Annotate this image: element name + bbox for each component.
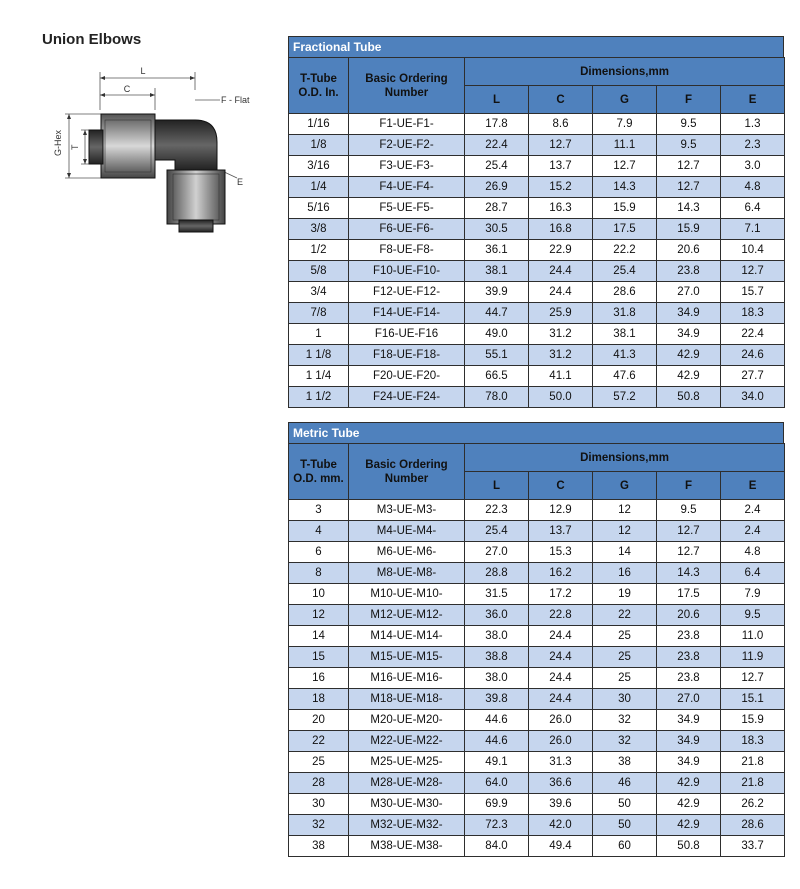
table-cell: 14.3 (657, 563, 721, 584)
table-cell: 42.9 (657, 815, 721, 836)
diagram-label-f: F - Flat (221, 95, 250, 105)
col-header-g: G (593, 86, 657, 114)
table-cell: 22 (289, 731, 349, 752)
table-cell: 38.0 (465, 668, 529, 689)
table-cell: 24.6 (721, 345, 785, 366)
table-cell: 7.9 (593, 114, 657, 135)
table-cell: 66.5 (465, 366, 529, 387)
table-cell: 11.0 (721, 626, 785, 647)
table-cell: 22.4 (465, 135, 529, 156)
table-cell: F12-UE-F12- (349, 282, 465, 303)
table-cell: 26.2 (721, 794, 785, 815)
table-cell: 15.2 (529, 177, 593, 198)
table-cell: F3-UE-F3- (349, 156, 465, 177)
table-cell: 38 (289, 836, 349, 857)
table-cell: 15.9 (657, 219, 721, 240)
table-cell: 13.7 (529, 521, 593, 542)
table-cell: 23.8 (657, 647, 721, 668)
table-cell: 12.7 (721, 668, 785, 689)
table-cell: 7.1 (721, 219, 785, 240)
table-cell: 38.1 (593, 324, 657, 345)
table-cell: 1 1/8 (289, 345, 349, 366)
table-cell: 34.9 (657, 324, 721, 345)
table-cell: 27.7 (721, 366, 785, 387)
table-cell: 50.0 (529, 387, 593, 408)
table-cell: 26.0 (529, 731, 593, 752)
diagram-label-t: T (70, 144, 80, 150)
table-cell: 21.8 (721, 773, 785, 794)
col-header-tube-od: T-Tube O.D. mm. (289, 444, 349, 500)
table-cell: 14.3 (593, 177, 657, 198)
table-cell: M25-UE-M25- (349, 752, 465, 773)
table-cell: 11.1 (593, 135, 657, 156)
table-cell: 25 (289, 752, 349, 773)
table-cell: 12 (593, 500, 657, 521)
table-row (289, 366, 785, 387)
table-cell: 15.7 (721, 282, 785, 303)
table-cell: 12.7 (657, 156, 721, 177)
table-cell: F24-UE-F24- (349, 387, 465, 408)
table-cell: F1-UE-F1- (349, 114, 465, 135)
table-row (289, 156, 785, 177)
table-cell: 4 (289, 521, 349, 542)
table-cell: 16.3 (529, 198, 593, 219)
table-cell: 13.7 (529, 156, 593, 177)
table-cell: 5/8 (289, 261, 349, 282)
table-row (289, 177, 785, 198)
table-cell: M20-UE-M20- (349, 710, 465, 731)
table-row (289, 198, 785, 219)
table-cell: M32-UE-M32- (349, 815, 465, 836)
table-cell: 22.4 (721, 324, 785, 345)
table-cell: 6.4 (721, 198, 785, 219)
table-cell: 27.0 (465, 542, 529, 563)
table-cell: 9.5 (657, 135, 721, 156)
metric-tube-caption: Metric Tube (288, 422, 784, 443)
table-cell: 38 (593, 752, 657, 773)
table-cell: 60 (593, 836, 657, 857)
table-cell: 24.4 (529, 689, 593, 710)
table-row (289, 647, 785, 668)
col-header-dimensions: Dimensions,mm (465, 444, 785, 472)
table-cell: 4.8 (721, 542, 785, 563)
table-cell: 22.9 (529, 240, 593, 261)
table-cell: 31.2 (529, 324, 593, 345)
col-header-e: E (721, 86, 785, 114)
table-row (289, 521, 785, 542)
table-row (289, 710, 785, 731)
table-cell: 8.6 (529, 114, 593, 135)
table-cell: 17.8 (465, 114, 529, 135)
table-cell: 15.3 (529, 542, 593, 563)
table-cell: 2.4 (721, 521, 785, 542)
table-cell: 1/8 (289, 135, 349, 156)
table-cell: M14-UE-M14- (349, 626, 465, 647)
col-header-l: L (465, 472, 529, 500)
table-cell: F6-UE-F6- (349, 219, 465, 240)
table-cell: M30-UE-M30- (349, 794, 465, 815)
table-row (289, 668, 785, 689)
table-row (289, 815, 785, 836)
table-cell: 38.1 (465, 261, 529, 282)
table-cell: 42.9 (657, 366, 721, 387)
table-cell: 8 (289, 563, 349, 584)
col-header-ordering-number: Basic Ordering Number (349, 444, 465, 500)
table-cell: 23.8 (657, 626, 721, 647)
table-cell: 31.8 (593, 303, 657, 324)
table-cell: 11.9 (721, 647, 785, 668)
table-cell: 21.8 (721, 752, 785, 773)
table-row (289, 387, 785, 408)
table-row (289, 282, 785, 303)
table-row (289, 584, 785, 605)
table-cell: 16 (593, 563, 657, 584)
table-cell: 31.3 (529, 752, 593, 773)
table-row (289, 773, 785, 794)
table-cell: M16-UE-M16- (349, 668, 465, 689)
table-cell: 25 (593, 647, 657, 668)
col-header-ordering-number: Basic Ordering Number (349, 58, 465, 114)
table-cell: 1 (289, 324, 349, 345)
table-cell: 2.4 (721, 500, 785, 521)
table-row (289, 836, 785, 857)
table-cell: M4-UE-M4- (349, 521, 465, 542)
table-cell: 57.2 (593, 387, 657, 408)
table-cell: 12.7 (657, 521, 721, 542)
table-cell: 72.3 (465, 815, 529, 836)
table-cell: 15.9 (721, 710, 785, 731)
table-cell: 50 (593, 794, 657, 815)
table-cell: 3 (289, 500, 349, 521)
page-title: Union Elbows (42, 31, 142, 48)
table-cell: 32 (593, 710, 657, 731)
table-row (289, 135, 785, 156)
table-cell: 10 (289, 584, 349, 605)
table-cell: 3/4 (289, 282, 349, 303)
table-cell: 34.9 (657, 303, 721, 324)
table-cell: M38-UE-M38- (349, 836, 465, 857)
table-row (289, 542, 785, 563)
table-cell: 17.5 (657, 584, 721, 605)
table-cell: 27.0 (657, 282, 721, 303)
table-cell: 39.8 (465, 689, 529, 710)
table-cell: 41.1 (529, 366, 593, 387)
table-cell: 10.4 (721, 240, 785, 261)
table-cell: 16.8 (529, 219, 593, 240)
union-elbow-diagram (45, 60, 275, 240)
diagram-label-e: E (237, 177, 244, 187)
table-cell: 15 (289, 647, 349, 668)
table-cell: 28.6 (721, 815, 785, 836)
table-cell: 18 (289, 689, 349, 710)
table-cell: 15.9 (593, 198, 657, 219)
table-row (289, 626, 785, 647)
table-cell: 47.6 (593, 366, 657, 387)
table-cell: 50 (593, 815, 657, 836)
col-header-f: F (657, 86, 721, 114)
table-cell: 50.8 (657, 836, 721, 857)
table-cell: 22.2 (593, 240, 657, 261)
table-cell: 28.8 (465, 563, 529, 584)
table-cell: 3/8 (289, 219, 349, 240)
col-header-f: F (657, 472, 721, 500)
table-cell: 12.9 (529, 500, 593, 521)
table-cell: 20.6 (657, 605, 721, 626)
col-header-g: G (593, 472, 657, 500)
table-row (289, 261, 785, 282)
col-header-dimensions: Dimensions,mm (465, 58, 785, 86)
table-row (289, 345, 785, 366)
table-cell: 25 (593, 626, 657, 647)
table-cell: 49.0 (465, 324, 529, 345)
col-header-e: E (721, 472, 785, 500)
metric-table-body (289, 500, 785, 857)
table-cell: 12.7 (529, 135, 593, 156)
col-header-tube-od: T-Tube O.D. In. (289, 58, 349, 114)
table-row (289, 605, 785, 626)
table-cell: 9.5 (721, 605, 785, 626)
table-row (289, 689, 785, 710)
table-cell: 36.6 (529, 773, 593, 794)
table-cell: 14 (289, 626, 349, 647)
table-cell: M3-UE-M3- (349, 500, 465, 521)
table-cell: 44.6 (465, 731, 529, 752)
table-cell: 4.8 (721, 177, 785, 198)
table-cell: 15.1 (721, 689, 785, 710)
table-cell: 25 (593, 668, 657, 689)
col-header-l: L (465, 86, 529, 114)
table-cell: 18.3 (721, 303, 785, 324)
table-cell: 27.0 (657, 689, 721, 710)
table-row (289, 563, 785, 584)
table-cell: 34.9 (657, 731, 721, 752)
table-cell: 24.4 (529, 626, 593, 647)
table-cell: 44.6 (465, 710, 529, 731)
table-cell: 9.5 (657, 114, 721, 135)
table-cell: 12 (289, 605, 349, 626)
table-cell: 5/16 (289, 198, 349, 219)
table-cell: 20 (289, 710, 349, 731)
table-row (289, 794, 785, 815)
table-cell: 1/2 (289, 240, 349, 261)
table-cell: 69.9 (465, 794, 529, 815)
table-cell: 28 (289, 773, 349, 794)
fractional-tube-table (288, 36, 784, 408)
table-cell: 24.4 (529, 282, 593, 303)
table-cell: 30 (593, 689, 657, 710)
table-cell: F2-UE-F2- (349, 135, 465, 156)
table-cell: 34.9 (657, 752, 721, 773)
table-cell: 84.0 (465, 836, 529, 857)
table-cell: 18.3 (721, 731, 785, 752)
table-cell: 12.7 (657, 177, 721, 198)
table-cell: 42.9 (657, 794, 721, 815)
table-cell: 28.7 (465, 198, 529, 219)
table-cell: 23.8 (657, 261, 721, 282)
diagram-label-c: C (123, 84, 131, 94)
table-cell: 24.4 (529, 668, 593, 689)
table-cell: 2.3 (721, 135, 785, 156)
table-cell: 36.1 (465, 240, 529, 261)
table-cell: 25.4 (593, 261, 657, 282)
table-cell: 55.1 (465, 345, 529, 366)
diagram-label-l: L (140, 66, 146, 76)
fractional-tube-caption: Fractional Tube (288, 36, 784, 57)
table-cell: 38.0 (465, 626, 529, 647)
table-cell: 34.0 (721, 387, 785, 408)
table-row (289, 324, 785, 345)
table-cell: 24.4 (529, 261, 593, 282)
table-cell: M15-UE-M15- (349, 647, 465, 668)
table-cell: F16-UE-F16 (349, 324, 465, 345)
table-cell: 6 (289, 542, 349, 563)
table-cell: 3.0 (721, 156, 785, 177)
table-cell: 30 (289, 794, 349, 815)
table-cell: 38.8 (465, 647, 529, 668)
table-cell: 42.9 (657, 345, 721, 366)
table-cell: 7/8 (289, 303, 349, 324)
table-cell: 41.3 (593, 345, 657, 366)
table-cell: 33.7 (721, 836, 785, 857)
table-cell: 17.5 (593, 219, 657, 240)
table-cell: 64.0 (465, 773, 529, 794)
table-row (289, 240, 785, 261)
table-cell: 22.3 (465, 500, 529, 521)
table-cell: F8-UE-F8- (349, 240, 465, 261)
table-cell: 1.3 (721, 114, 785, 135)
table-row (289, 114, 785, 135)
table-cell: 34.9 (657, 710, 721, 731)
table-cell: 6.4 (721, 563, 785, 584)
table-cell: 31.2 (529, 345, 593, 366)
table-cell: F10-UE-F10- (349, 261, 465, 282)
table-cell: 39.6 (529, 794, 593, 815)
table-cell: 17.2 (529, 584, 593, 605)
metric-tube-table (288, 422, 784, 857)
table-cell: 39.9 (465, 282, 529, 303)
table-cell: 44.7 (465, 303, 529, 324)
table-cell: 1/16 (289, 114, 349, 135)
table-cell: 32 (593, 731, 657, 752)
table-cell: 26.0 (529, 710, 593, 731)
table-cell: M28-UE-M28- (349, 773, 465, 794)
table-cell: F4-UE-F4- (349, 177, 465, 198)
table-cell: 12.7 (593, 156, 657, 177)
table-cell: M10-UE-M10- (349, 584, 465, 605)
table-row (289, 731, 785, 752)
table-cell: 1/4 (289, 177, 349, 198)
table-cell: M22-UE-M22- (349, 731, 465, 752)
table-cell: 23.8 (657, 668, 721, 689)
col-header-c: C (529, 86, 593, 114)
table-cell: 26.9 (465, 177, 529, 198)
table-cell: M12-UE-M12- (349, 605, 465, 626)
table-cell: 32 (289, 815, 349, 836)
table-row (289, 303, 785, 324)
table-cell: 12.7 (721, 261, 785, 282)
table-cell: 42.9 (657, 773, 721, 794)
table-cell: 16.2 (529, 563, 593, 584)
table-cell: 24.4 (529, 647, 593, 668)
table-cell: 28.6 (593, 282, 657, 303)
table-cell: 16 (289, 668, 349, 689)
table-cell: 20.6 (657, 240, 721, 261)
table-cell: 3/16 (289, 156, 349, 177)
table-cell: 22.8 (529, 605, 593, 626)
table-cell: 50.8 (657, 387, 721, 408)
table-cell: 25.4 (465, 521, 529, 542)
table-cell: F20-UE-F20- (349, 366, 465, 387)
table-cell: 1 1/2 (289, 387, 349, 408)
table-cell: 30.5 (465, 219, 529, 240)
table-cell: 7.9 (721, 584, 785, 605)
table-cell: 31.5 (465, 584, 529, 605)
table-cell: 14 (593, 542, 657, 563)
table-cell: 78.0 (465, 387, 529, 408)
table-cell: 25.9 (529, 303, 593, 324)
table-cell: 25.4 (465, 156, 529, 177)
table-row (289, 752, 785, 773)
fractional-table-body (289, 114, 785, 408)
table-cell: 1 1/4 (289, 366, 349, 387)
table-cell: 12.7 (657, 542, 721, 563)
table-cell: M8-UE-M8- (349, 563, 465, 584)
table-cell: 42.0 (529, 815, 593, 836)
diagram-label-g: G-Hex (53, 129, 63, 156)
table-cell: F18-UE-F18- (349, 345, 465, 366)
table-cell: 9.5 (657, 500, 721, 521)
table-row (289, 500, 785, 521)
table-cell: 22 (593, 605, 657, 626)
table-cell: 12 (593, 521, 657, 542)
table-row (289, 219, 785, 240)
table-cell: 19 (593, 584, 657, 605)
table-cell: 14.3 (657, 198, 721, 219)
table-cell: 36.0 (465, 605, 529, 626)
table-cell: 49.1 (465, 752, 529, 773)
table-cell: M18-UE-M18- (349, 689, 465, 710)
table-cell: M6-UE-M6- (349, 542, 465, 563)
table-cell: F5-UE-F5- (349, 198, 465, 219)
table-cell: F14-UE-F14- (349, 303, 465, 324)
col-header-c: C (529, 472, 593, 500)
table-cell: 49.4 (529, 836, 593, 857)
table-cell: 46 (593, 773, 657, 794)
